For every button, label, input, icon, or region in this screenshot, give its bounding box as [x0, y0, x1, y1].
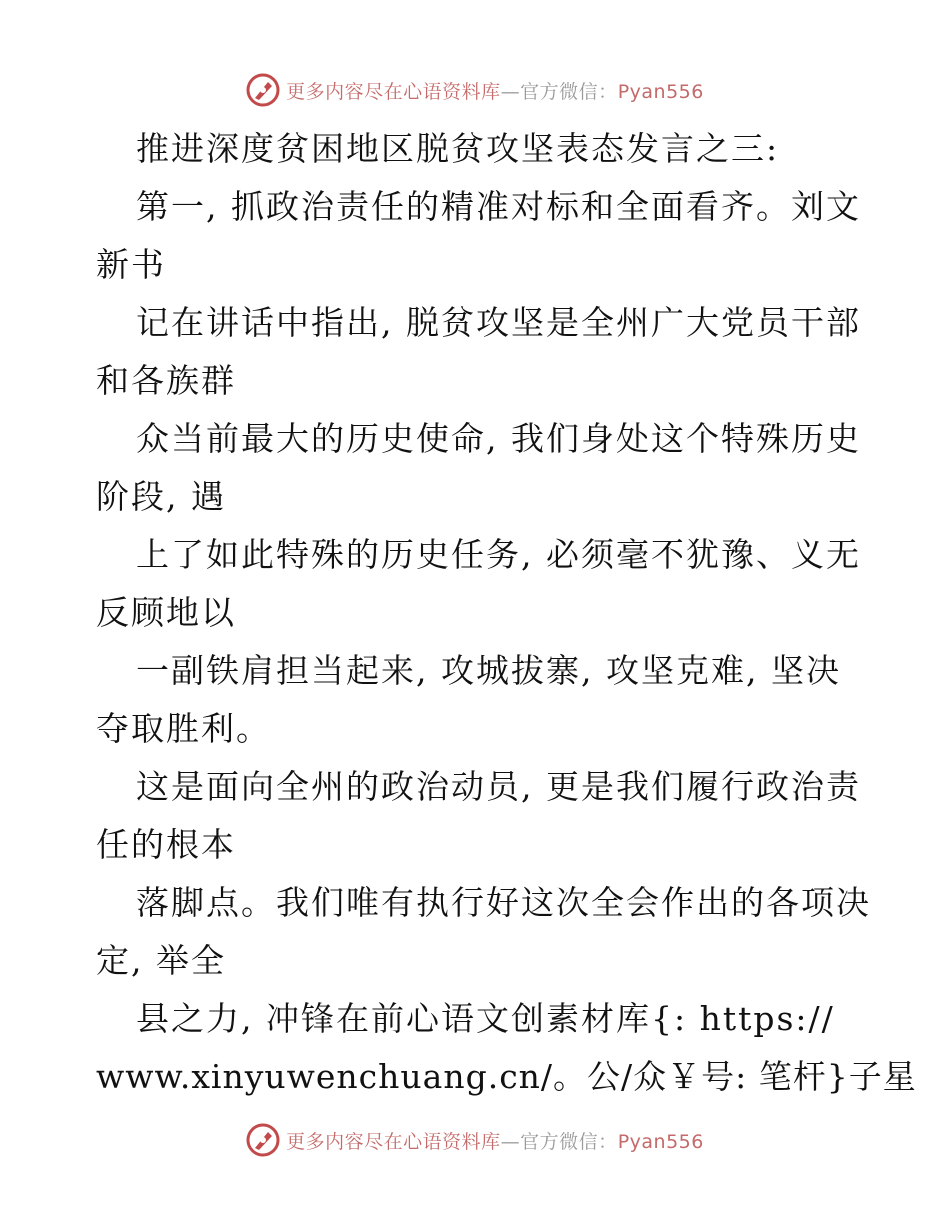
text-line: 夺取胜利。	[96, 709, 271, 748]
pen-logo-icon	[246, 73, 280, 107]
header-watermark	[0, 70, 950, 110]
text-line: 记在讲话中指出, 脱贫攻坚是全州广大党员干部	[136, 303, 861, 342]
watermark-separator: —	[500, 1130, 521, 1153]
watermark-label: 官方微信：	[520, 1130, 618, 1153]
watermark-label: 官方微信：	[520, 80, 618, 103]
watermark-wechat-id: Pyan556	[617, 80, 704, 103]
text-line: 这是面向全州的政治动员, 更是我们履行政治责	[136, 767, 861, 806]
text-line: 阶段, 遇	[96, 477, 226, 516]
watermark-wechat-id: Pyan556	[617, 1130, 704, 1153]
paragraph-title: 推进深度贫困地区脱贫攻坚表态发言之三:	[136, 129, 780, 168]
watermark-separator: —	[500, 80, 521, 103]
text-line: 新书	[96, 245, 166, 284]
text-line: 和各族群	[96, 361, 236, 400]
watermark-brand: 更多内容尽在心语资料库	[286, 80, 501, 103]
text-line: 定, 举全	[96, 941, 226, 980]
document-body	[96, 120, 917, 1106]
text-line: 众当前最大的历史使命, 我们身处这个特殊历史	[136, 419, 861, 458]
text-line: 一副铁肩担当起来, 攻城拔寨, 攻坚克难, 坚决	[136, 651, 841, 690]
text-line: 第一, 抓政治责任的精准对标和全面看齐。刘文	[136, 187, 861, 226]
watermark-brand: 更多内容尽在心语资料库	[286, 1130, 501, 1153]
text-line: 上了如此特殊的历史任务, 必须毫不犹豫、义无	[136, 535, 861, 574]
text-line-url: www.xinyuwenchuang.cn/。公/众￥号: 笔杆}子星	[96, 1057, 917, 1096]
watermark-text	[286, 1127, 704, 1154]
footer-watermark	[0, 1120, 950, 1160]
text-line: 落脚点。我们唯有执行好这次全会作出的各项决	[136, 883, 871, 922]
text-line: 反顾地以	[96, 593, 236, 632]
pen-logo-icon	[246, 1123, 280, 1157]
text-line: 任的根本	[96, 825, 236, 864]
watermark-text	[286, 77, 704, 104]
text-line: 县之力, 冲锋在前心语文创素材库{: https://	[136, 999, 835, 1038]
